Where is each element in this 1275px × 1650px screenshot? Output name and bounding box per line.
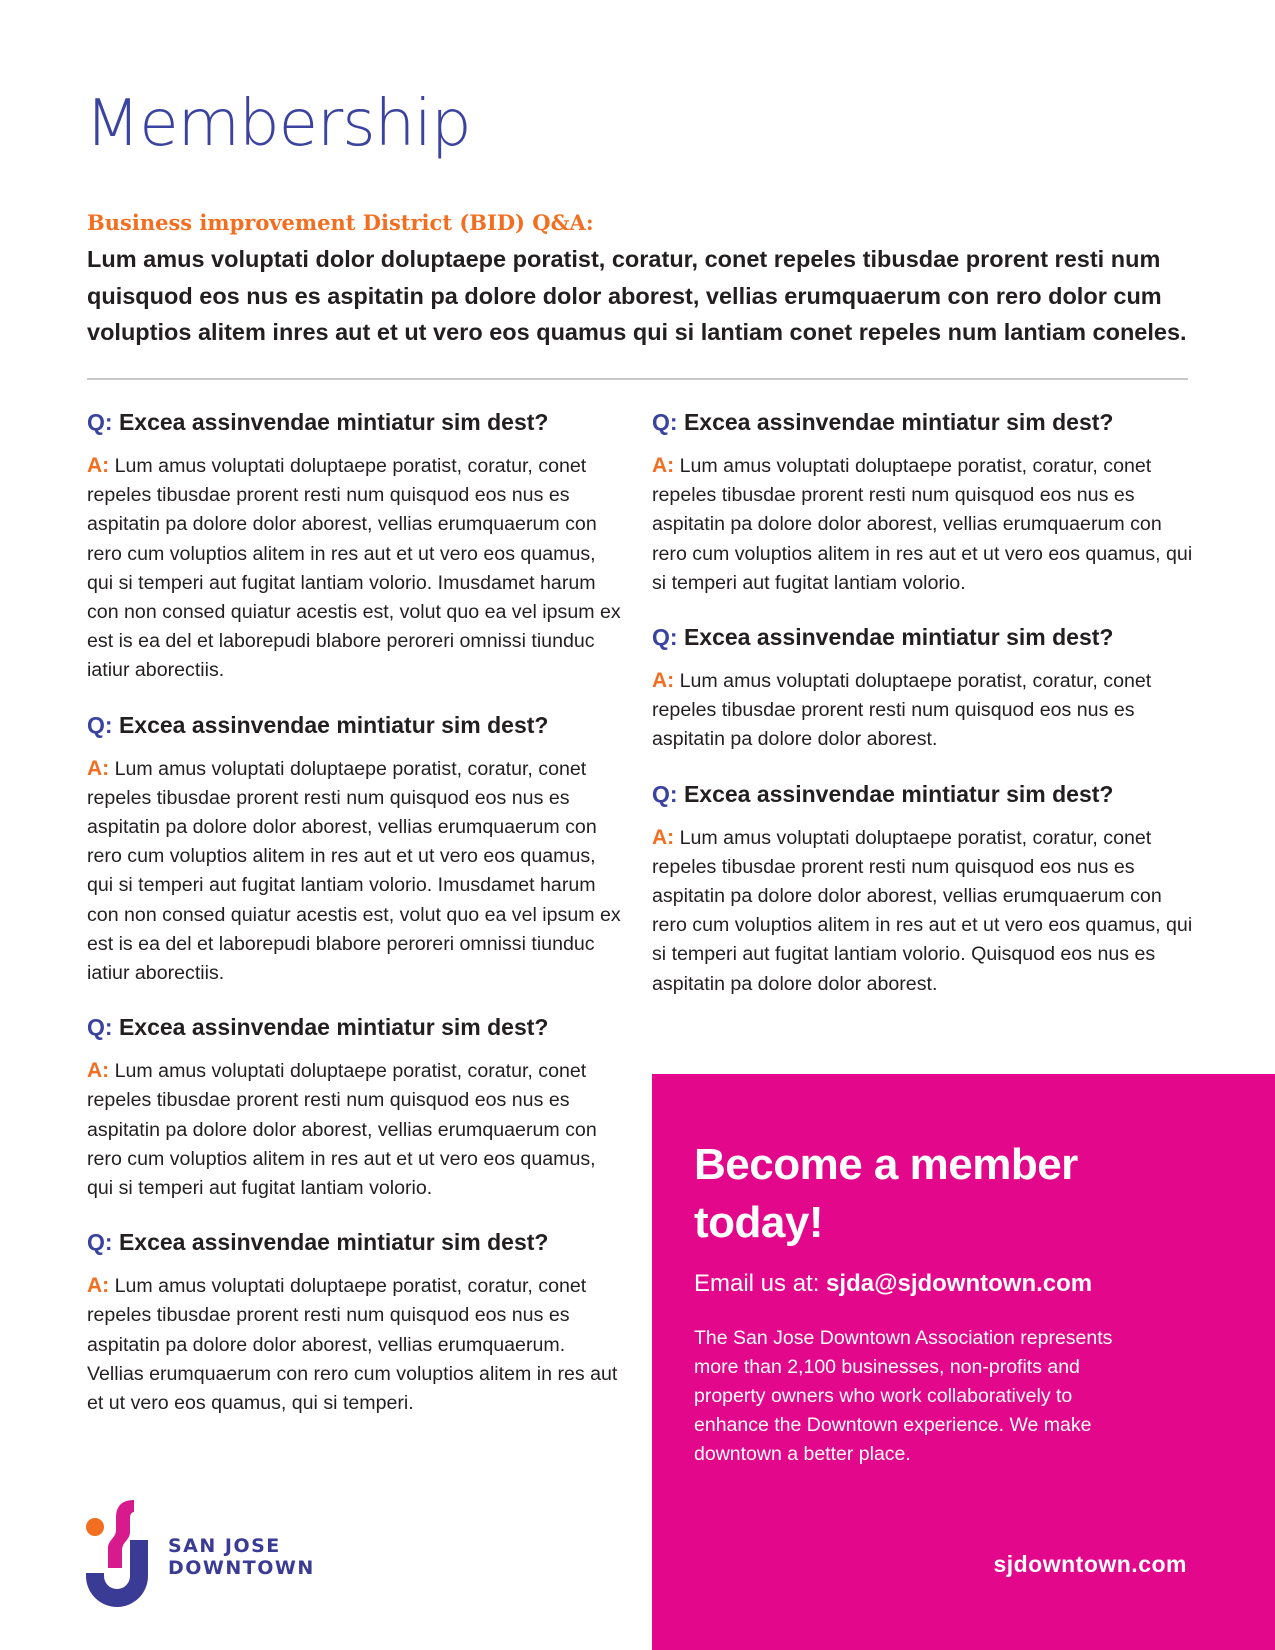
answer-text: Lum amus voluptati doluptaepe poratist, coratur, conet repeles tibusdae prorent resti num quisquod eos nus es aspitatin pa dolore dolor aborest, vellias erumquaerum con rero cum voluptios alitem in res aut et ut vero eos quamus, qui si temperi aut fugitat lantiam volorio. Imusdamet harum con non consed quiatur acestis est, volut quo ea vel ipsum ex est is ea del et laborepudi blabore peroreri omnissi tiunduc iatiur aborectiis. <box>87 455 621 682</box>
question-label: Q: <box>652 780 678 807</box>
faq-answer <box>652 666 1197 755</box>
faq-answer <box>87 754 627 989</box>
faq-column-right <box>652 407 1197 1023</box>
faq-answer <box>87 451 627 686</box>
section-divider <box>87 378 1188 380</box>
question-label: Q: <box>87 711 113 738</box>
question-text: Excea assinvendae mintiatur sim dest? <box>118 1229 549 1256</box>
question-label: Q: <box>652 624 678 651</box>
answer-text: Lum amus voluptati doluptaepe poratist, coratur, conet repeles tibusdae prorent resti num quisquod eos nus es aspitatin pa dolore dolor aborest, vellias erumquaerum con rero cum voluptios alitem in res aut et ut vero eos quamus, qui si temperi aut fugitat lantiam volorio. <box>652 455 1193 594</box>
faq-question <box>87 1227 627 1257</box>
page-title: Membership <box>85 87 471 161</box>
question-text: Excea assinvendae mintiatur sim dest? <box>118 409 549 435</box>
faq-question <box>652 779 1197 809</box>
answer-label: A: <box>652 825 675 849</box>
question-label: Q: <box>652 409 678 435</box>
faq-item <box>652 779 1197 999</box>
answer-text: Lum amus voluptati doluptaepe poratist, coratur, conet repeles tibusdae prorent resti num quisquod eos nus es aspitatin pa dolore dolor aborest, vellias erumquaerum con rero cum voluptios alitem in res aut et ut vero eos quamus, qui si temperi aut fugitat lantiam volorio. <box>87 1060 597 1200</box>
email-prefix: Email us at: <box>694 1270 827 1297</box>
logo-wordmark <box>168 1535 315 1579</box>
website-link[interactable]: sjdowntown.com <box>993 1551 1187 1577</box>
faq-item <box>87 1012 627 1203</box>
faq-column-left <box>87 407 627 1442</box>
intro-paragraph: Lum amus voluptati dolor doluptaepe poratist, coratur, conet repeles tibusdae prorent resti num quisquod eos nus es aspitatin pa dolore dolor aborest, vellias erumquaerum con rero dolor cum voluptios alitem inres aut et ut vero eos quamus qui si lantiam conet repeles num lantiam coneles. <box>87 246 1187 345</box>
faq-item <box>652 407 1197 598</box>
faq-answer <box>652 823 1197 999</box>
email-link[interactable]: sjda@sjdowntown.com <box>826 1270 1093 1297</box>
answer-label: A: <box>652 669 675 693</box>
question-label: Q: <box>87 1014 113 1041</box>
answer-label: A: <box>87 756 110 780</box>
become-member-panel <box>652 1074 1275 1650</box>
faq-question <box>87 1012 627 1042</box>
answer-text: Lum amus voluptati doluptaepe poratist, coratur, conet repeles tibusdae prorent resti num quisquod eos nus es aspitatin pa dolore dolor aborest, vellias erumquaerum. Vellias erumquaerum con rero cum voluptios alitem in res aut et ut vero eos quamus, qui si temperi. <box>87 1275 618 1415</box>
faq-item <box>87 407 627 686</box>
logo-line-1: SAN JOSE <box>168 1535 281 1557</box>
question-label: Q: <box>87 1229 113 1256</box>
question-text: Excea assinvendae mintiatur sim dest? <box>683 624 1114 651</box>
question-label: Q: <box>87 409 113 435</box>
question-text: Excea assinvendae mintiatur sim dest? <box>683 780 1114 807</box>
association-description: The San Jose Downtown Association represents more than 2,100 businesses, non-profits and property owners who work collaboratively to enhance the Downtown experience. We make downtown a better place. <box>694 1327 1113 1465</box>
faq-question <box>652 622 1197 652</box>
answer-label: A: <box>87 454 110 477</box>
faq-question <box>87 407 627 437</box>
question-text: Excea assinvendae mintiatur sim dest? <box>118 711 549 738</box>
answer-text: Lum amus voluptati doluptaepe poratist, coratur, conet repeles tibusdae prorent resti num quisquod eos nus es aspitatin pa dolore dolor aborest. <box>652 670 1152 751</box>
cta-email-line <box>694 1268 1092 1300</box>
answer-label: A: <box>87 1059 110 1083</box>
faq-answer <box>652 451 1197 598</box>
answer-label: A: <box>652 454 675 477</box>
answer-text: Lum amus voluptati doluptaepe poratist, coratur, conet repeles tibusdae prorent resti num quisquod eos nus es aspitatin pa dolore dolor aborest, vellias erumquaerum con rero cum voluptios alitem in res aut et ut vero eos quamus, qui si temperi aut fugitat lantiam volorio. Imusdamet harum con non consed quiatur acestis est, volut quo ea vel ipsum ex est is ea del et laborepudi blabore peroreri omnissi tiunduc iatiur aborectiis. <box>87 757 621 985</box>
faq-question <box>87 710 627 740</box>
question-text: Excea assinvendae mintiatur sim dest? <box>118 1014 549 1041</box>
answer-label: A: <box>87 1274 110 1298</box>
cta-title: Become a member today! <box>694 1140 1078 1247</box>
faq-question <box>652 407 1197 437</box>
faq-item <box>87 710 627 989</box>
faq-item <box>87 1227 627 1418</box>
faq-answer <box>87 1056 627 1203</box>
answer-text: Lum amus voluptati doluptaepe poratist, coratur, conet repeles tibusdae prorent resti num quisquod eos nus es aspitatin pa dolore dolor aborest, vellias erumquaerum con rero cum voluptios alitem in res aut et ut vero eos quamus, qui si temperi aut fugitat lantiam volorio. Quisquod eos nus es aspitatin pa dolore dolor aborest. <box>652 826 1193 995</box>
bid-qa-heading: Business improvement District (BID) Q&A: <box>87 210 594 235</box>
sj-logo-mark-icon <box>86 1500 156 1608</box>
faq-item <box>652 622 1197 755</box>
logo-line-2: DOWNTOWN <box>168 1557 315 1579</box>
question-text: Excea assinvendae mintiatur sim dest? <box>683 409 1114 435</box>
san-jose-downtown-logo <box>86 1500 316 1610</box>
faq-answer <box>87 1271 627 1418</box>
